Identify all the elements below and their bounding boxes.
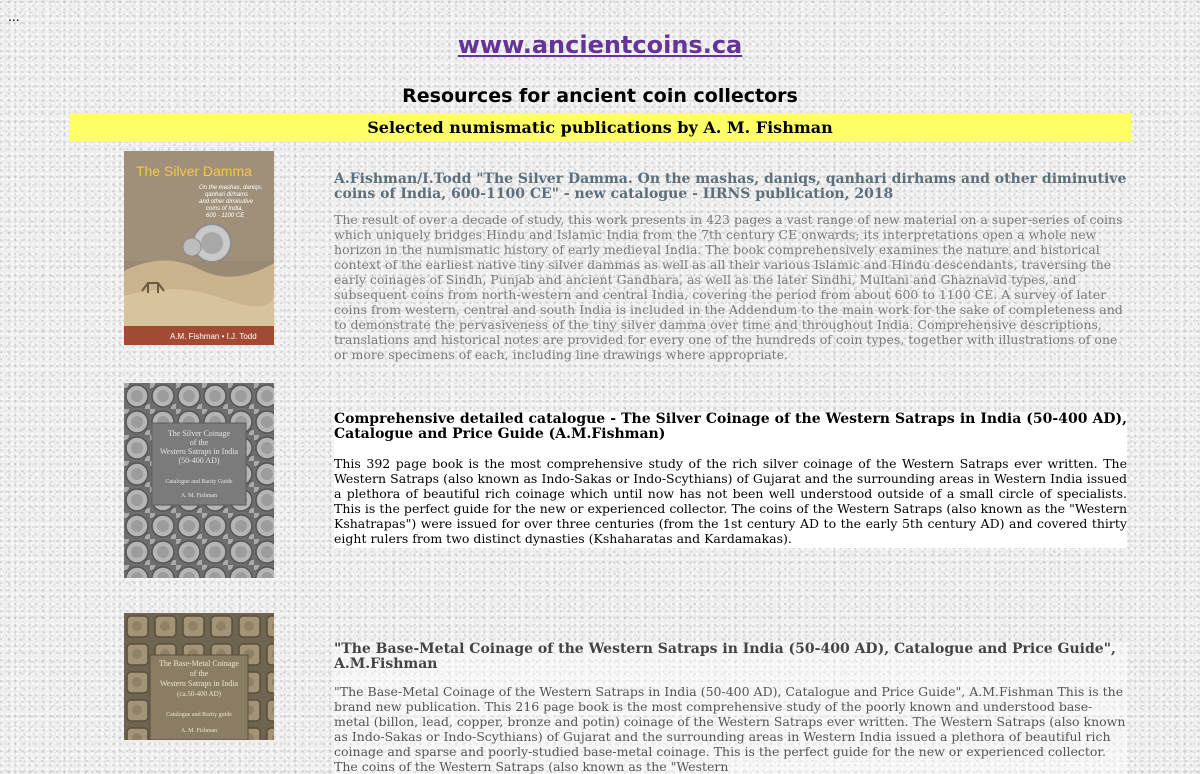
cover-subtitle: Catalogue and Rarity Guide: [165, 479, 233, 485]
publication-description: "The Base-Metal Coinage of the Western Satraps in India (50-400 AD), Catalogue and Price Guide", A.M.Fishman This is the brand new publication. This 216 page book is the most comprehensive study of the poorly known and understood base-metal (billon, lead, copper, bronze and potin) coinage of the Western Satraps ever written. The Western Satraps (also known as Indo-Sakas or Indo-Scythians) of Gujarat and the surrounding areas in Western India issued a plethora of beautiful rich coinage and sparse and poorly-studied base-metal coinage. This is the perfect guide for the new or experienced collector. The coins of the Western Satraps (also known as the "Western: [334, 684, 1126, 774]
cover-subtitle-line: On the mashas, daniqs,: [199, 185, 263, 191]
publication-description: The result of over a decade of study, this work presents in 423 pages a vast range of new material on a super-series of coins which uniquely bridges Hindu and Islamic India from the 7th century CE onwards; its interpretations open a whole new horizon in the numismatic history of early medieval India. The book comprehensively examines the nature and historical context of the earliest native tiny silver dammas as well as all their various Islamic and Hindu descendants, traversing the early coinages of Sindh, Punjab and ancient Gandhara, as well as the later Sindhi, Multani and Ghaznavid types, and subsequent coins from north-western and central India, covering the period from about 600 to 1100 CE. A survey of later coins from western, central and south India is included in the Addendum to the main work for the sake of completeness and to demonstrate the pervasiveness of the tiny silver damma over time and throughout India. Comprehensive descriptions, translations and historical notes are provided for every one of the hundreds of coin types, together with illustrations of one or more specimens of each, including line drawings where appropriate.: [334, 212, 1123, 362]
cover-author: A. M. Fishman: [180, 728, 218, 734]
cover-title-line: of the: [189, 438, 209, 447]
cover-title-line: The Silver Coinage: [167, 429, 231, 438]
publication-title[interactable]: Comprehensive detailed catalogue - The Silver Coinage of the Western Satraps in India (50-400 AD), Catalogue and Price Guide (A.M.Fishman): [334, 411, 1127, 442]
cover-title: The Silver Damma: [136, 163, 252, 179]
cover-author: A. M. Fishman: [180, 493, 218, 499]
cover-title-line: The Base-Metal Coinage: [159, 659, 239, 668]
section-banner: Selected numismatic publications by A. M. Fishman: [69, 113, 1131, 142]
publication-title[interactable]: A.Fishman/I.Todd "The Silver Damma. On the mashas, daniqs, qanhari dirhams and other diminutive coins of India, 600-1100 CE" - new catalogue - IIRNS publication, 2018: [334, 171, 1127, 202]
book-cover-silver-coinage[interactable]: [124, 383, 274, 578]
cover-title-line: (50-400 AD): [178, 456, 220, 465]
cover-authors: A.M. Fishman • I.J. Todd: [170, 332, 257, 341]
publication-entry: [334, 412, 1127, 548]
site-link[interactable]: www.ancientcoins.ca: [457, 31, 743, 59]
page-subtitle: Resources for ancient coin collectors: [402, 85, 798, 107]
publication-entry: [334, 172, 1127, 362]
cover-subtitle-line: 600 - 1100 CE: [206, 213, 245, 219]
book-cover-silver-damma[interactable]: [124, 151, 274, 345]
cover-title-line: Western Satraps in India: [159, 679, 239, 688]
cover-title-line: of the: [189, 669, 209, 678]
cover-title-line: (ca.50-400 AD): [177, 690, 221, 698]
cover-subtitle-line: coins of India,: [206, 206, 244, 212]
cover-subtitle-line: and other diminutive: [199, 199, 254, 205]
cover-title-line: Western Satraps in India: [159, 447, 239, 456]
book-cover-base-metal[interactable]: [124, 613, 274, 740]
publication-description: This 392 page book is the most comprehensive study of the rich silver coinage of the Western Satraps ever written. The Western Satraps (also known as Indo-Sakas or Indo-Scythians) of Gujarat and the surrounding areas in Western India issued a plethora of beautiful rich coinage which until now has not been well understood outside of a small circle of specialists. This is the perfect guide for the new or experienced collector. The coins of the Western Satraps (also known as the "Western Kshatrapas") were issued for over three centuries (from the 1st century AD to the early 5th century AD) and covered thirty eight rulers from two distinct dynasties (Kshaharatas and Kardamakas).: [334, 456, 1127, 546]
publication-title[interactable]: "The Base-Metal Coinage of the Western Satraps in India (50-400 AD), Catalogue and Price Guide", A.M.Fishman: [334, 641, 1116, 672]
cover-subtitle-line: qanhari dirhams: [205, 192, 249, 198]
cover-subtitle: Catalogue and Rarity guide: [166, 712, 232, 718]
publication-entry: [334, 642, 1127, 774]
menu-ellipsis: ...: [8, 8, 20, 24]
